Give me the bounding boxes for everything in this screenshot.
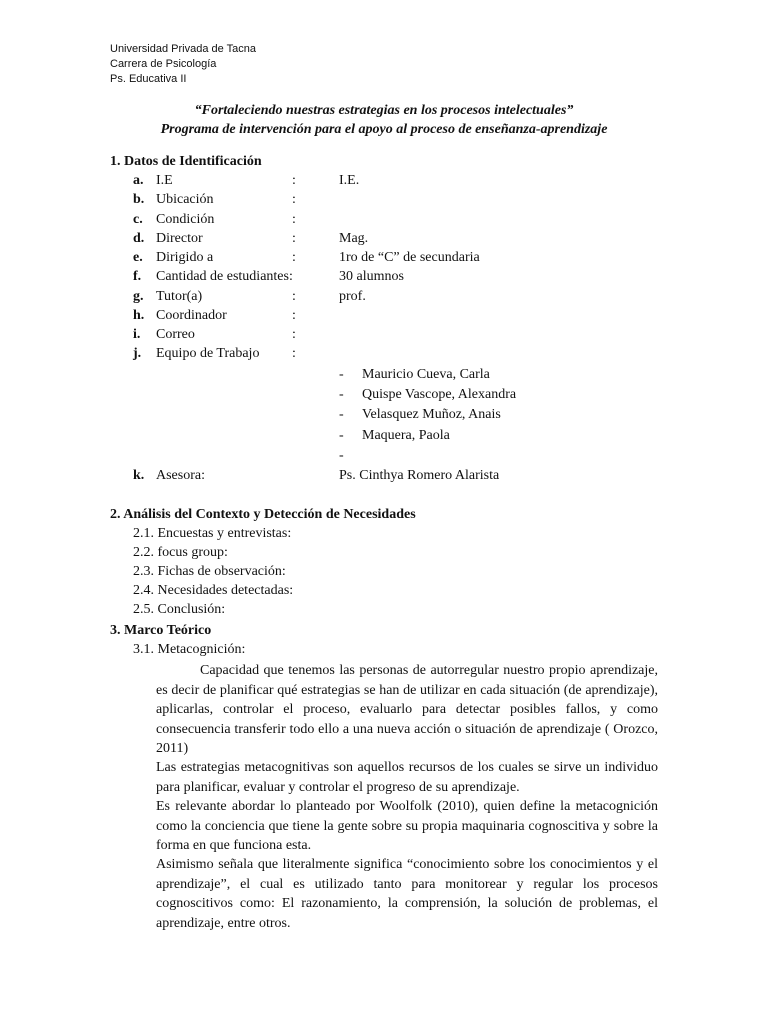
course-name: Ps. Educativa II [110,73,187,85]
list-bullet: - [339,367,344,382]
item-colon: : [292,289,296,304]
item-colon: : [292,192,296,207]
item-letter: b. [133,192,145,207]
subsection-item: 2.3. Fichas de observación: [133,564,286,579]
item-letter: f. [133,269,142,284]
paragraph: Capacidad que tenemos las personas de autorregular nuestro propio aprendizaje, es decir de planificar qué estrategias se han de utilizar en cada situación (de aprendizaje), aplicarlas, controlar el proceso, evaluarlo para detectar posibles fallos, y como consecuencia transferir todo ello a una nueva acción o situación de aprendizaje ( Orozco, 2011) [156,663,658,756]
item-value: prof. [339,289,366,304]
subsection-item: 2.1. Encuestas y entrevistas: [133,526,292,541]
section-2-heading: 2. Análisis del Contexto y Detección de Necesidades [110,507,416,522]
item-value: 30 alumnos [339,269,404,284]
subsection-item: 2.4. Necesidades detectadas: [133,583,294,598]
item-colon: : [292,212,296,227]
advisor-letter: k. [133,468,145,483]
document-title: “Fortaleciendo nuestras estrategias en los procesos intelectuales” [194,103,574,118]
item-label: Correo [156,327,195,342]
item-label: Director [156,231,203,246]
subsection-title: 3.1. Metacognición: [133,642,246,657]
item-label: Ubicación [156,192,214,207]
team-member: Velasquez Muñoz, Anais [362,407,501,422]
list-bullet: - [339,448,344,463]
item-label: Condición [156,212,215,227]
paragraph: Las estrategias metacognitivas son aquellos recursos de los cuales se sirve un individuo para planificar, evaluar y controlar el progreso de su aprendizaje. [156,760,658,795]
item-letter: c. [133,212,143,227]
subsection-item: 2.2. focus group: [133,545,228,560]
item-value: Mag. [339,231,369,246]
item-letter: g. [133,289,144,304]
item-label: Cantidad de estudiantes: [156,269,293,284]
paragraph: Asimismo señala que literalmente significa “conocimiento sobre los conocimientos y el aprendizaje”, el cual es utilizado tanto para monitorear y regular los procesos cognoscitivos como: El razonamiento, la comprensión, la solución de problemas, el aprendizaje, entre otros. [156,857,658,931]
team-member: Quispe Vascope, Alexandra [362,387,517,402]
career-name: Carrera de Psicología [110,58,217,70]
item-letter: j. [133,346,142,361]
advisor-label: Asesora: [156,468,205,483]
item-colon: : [292,173,296,188]
subsection-item: 2.5. Conclusión: [133,602,226,617]
item-colon: : [292,250,296,265]
item-label: Dirigido a [156,250,214,265]
item-colon: : [292,327,296,342]
university-name: Universidad Privada de Tacna [110,43,256,55]
advisor-name: Ps. Cinthya Romero Alarista [339,468,500,483]
item-label: Coordinador [156,308,227,323]
list-bullet: - [339,387,344,402]
item-value: 1ro de “C” de secundaria [339,250,480,265]
item-colon: : [292,231,296,246]
section-3-heading: 3. Marco Teórico [110,623,212,638]
item-letter: i. [133,327,141,342]
item-colon: : [292,346,296,361]
item-letter: e. [133,250,143,265]
item-colon: : [292,308,296,323]
team-member: Mauricio Cueva, Carla [362,367,490,382]
section-1-heading: 1. Datos de Identificación [110,154,262,169]
item-label: I.E [156,173,173,188]
paragraph: Es relevante abordar lo planteado por Woolfolk (2010), quien define la metacognición como la conciencia que tiene la gente sobre su propia maquinaria cognoscitiva y sobre la forma en que funciona esta. [156,799,658,853]
item-letter: d. [133,231,145,246]
item-letter: h. [133,308,145,323]
team-member: Maquera, Paola [362,428,450,443]
item-label: Tutor(a) [156,289,203,304]
item-letter: a. [133,173,144,188]
document-subtitle: Programa de intervención para el apoyo al proceso de enseñanza-aprendizaje [160,122,608,137]
item-value: I.E. [339,173,360,188]
list-bullet: - [339,428,344,443]
list-bullet: - [339,407,344,422]
item-label: Equipo de Trabajo [156,346,260,361]
